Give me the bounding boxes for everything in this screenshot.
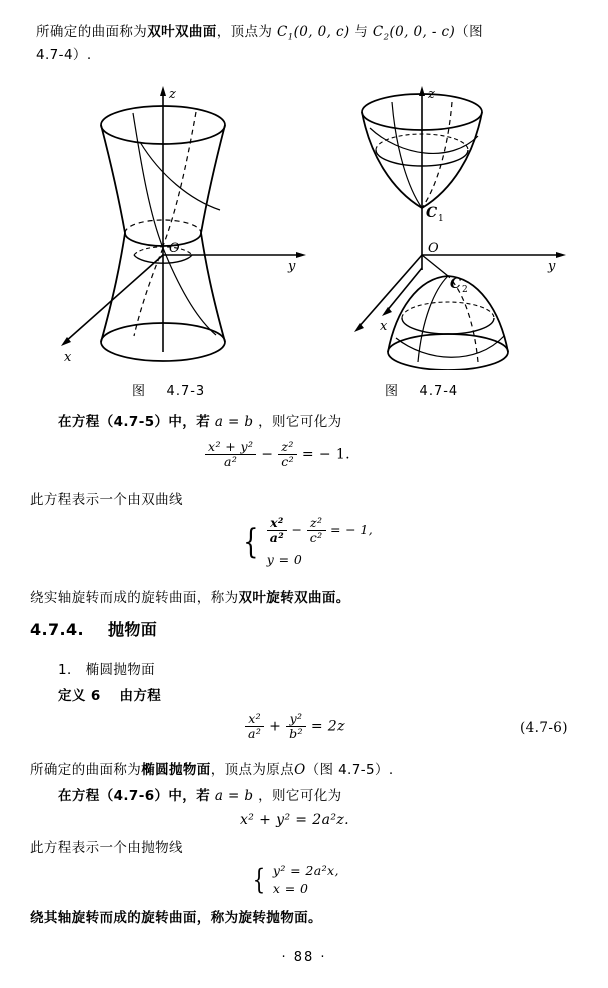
paragraph-8 [30, 908, 322, 928]
equation-1-fraction-2: $\frac{\text{z²}}{\text{c²}}$ [278, 440, 297, 469]
paragraph-3: 此方程表示一个由双曲线 [30, 492, 183, 508]
figure-1-caption [132, 380, 205, 399]
system-1-fraction-2: $\frac{\text{z²}}{\text{c²}}$ [307, 516, 326, 545]
svg-text:x: x [380, 319, 388, 334]
section-title: 抛物面 [107, 620, 158, 639]
page-number: · 88 · [281, 950, 327, 965]
equation-2-fraction-1: $\frac{\text{x²}}{\text{a²}}$ [245, 712, 264, 741]
equation-1-rhs: = − 1. [301, 446, 351, 463]
equation-2-fraction-2: $\frac{\text{y²}}{\text{b²}}$ [286, 712, 306, 741]
p1-term-bold: 双叶双曲面 [147, 24, 217, 40]
svg-text:y: y [288, 259, 296, 274]
figure-1-caption-number: 4.7-3 [166, 384, 206, 399]
figure-2-caption [385, 380, 458, 399]
svg-text:y: y [548, 259, 556, 274]
paragraph-4 [30, 588, 350, 608]
svg-text:z: z [169, 87, 176, 102]
p2-math: a = b [214, 414, 254, 430]
definition-line [58, 686, 161, 706]
system-1-fraction-1: $\frac{\text{x²}}{\text{a²}}$ [267, 516, 287, 545]
svg-text:z: z [428, 87, 435, 102]
equation-2-plus: + [269, 718, 282, 735]
svg-text:1: 1 [438, 214, 444, 224]
p2-text-b: ，则它可化为 [258, 414, 342, 430]
equation-2-rhs: = 2z [310, 718, 345, 735]
section-number: 4.7.4. [30, 620, 85, 639]
equation-1-minus: − [261, 446, 274, 463]
p1-text-e: （图 [455, 24, 483, 40]
p4-text-a: 绕实轴旋转而成的旋转曲面，称为 [30, 590, 239, 606]
svg-text:x: x [64, 350, 72, 365]
system-2-line-1: y² = 2a²x, [272, 863, 339, 878]
p1-text-c: ，顶点为 [216, 24, 273, 40]
section-heading [30, 620, 157, 640]
system-1-minus: − [291, 521, 303, 537]
paragraph-7: 此方程表示一个由抛物线 [30, 840, 183, 856]
p5-math-origin: O [294, 762, 306, 778]
figure-2-caption-label: 图 [385, 384, 400, 399]
equation-system-2 [250, 862, 339, 898]
equation-2 [245, 712, 345, 741]
paragraph-6 [58, 786, 342, 806]
paragraph-5 [30, 760, 394, 780]
svg-text:C: C [426, 205, 438, 221]
equation-3: x² + y² = 2a²z. [240, 812, 349, 828]
figure-1-caption-label: 图 [132, 384, 147, 399]
equation-2-number: (4.7-6) [520, 720, 568, 736]
p1-math-c1: $C_1(0$, 0, c) [277, 24, 350, 43]
p1-math-c2: $C_2(0$, 0, - c) [372, 24, 456, 43]
p5-text-a: 所确定的曲面称为 [30, 762, 142, 778]
definition-text: 由方程 [119, 688, 162, 704]
p6-text-b: ，则它可化为 [258, 788, 342, 804]
paragraph-line-2: 4.7-4）. [36, 47, 92, 63]
equation-system-1 [240, 516, 373, 569]
p5-text-c: ，顶点为原点 [210, 762, 295, 778]
p6-text-a: 在方程（4.7-6）中，若 [58, 788, 211, 804]
system-2-brace: { [252, 862, 266, 896]
p5-term-bold: 椭圆抛物面 [141, 762, 211, 778]
system-1-line-2: y = 0 [266, 551, 303, 567]
system-1-body [267, 516, 373, 569]
system-1-rhs: = − 1, [329, 521, 374, 537]
figure-hyperboloid-two-sheets [330, 80, 580, 370]
p4-term-bold: 双叶旋转双曲面。 [238, 590, 350, 606]
paragraph-2 [58, 412, 342, 432]
equation-1 [205, 440, 350, 469]
paragraph-line-1 [36, 22, 483, 48]
definition-label: 定义 6 [58, 688, 101, 704]
p2-text-a: 在方程（4.7-5）中，若 [58, 414, 211, 430]
p1-text-a: 所确定的曲面称为 [36, 24, 148, 40]
svg-text:C: C [450, 276, 462, 292]
p1-text-d: 与 [354, 24, 369, 40]
figure-hyperboloid-one-sheet [30, 80, 310, 370]
figure-2-caption-number: 4.7-4 [419, 384, 459, 399]
svg-text:O: O [169, 241, 180, 256]
svg-text:2: 2 [462, 285, 468, 295]
section-item-1: 1． 椭圆抛物面 [58, 662, 156, 678]
p5-text-e: （图 4.7-5）. [305, 762, 394, 778]
p6-math: a = b [214, 788, 254, 804]
p8-term-bold: 旋转抛物面。 [238, 910, 322, 926]
system-1-brace: { [243, 521, 259, 562]
system-2-line-2: x = 0 [272, 881, 309, 897]
svg-text:O: O [428, 241, 439, 256]
p8-text-a: 绕其轴旋转而成的旋转曲面，称为 [30, 910, 239, 926]
system-2-body [273, 862, 339, 898]
equation-1-fraction-1: $\frac{\text{x² + y²}}{\text{a²}}$ [205, 440, 256, 469]
